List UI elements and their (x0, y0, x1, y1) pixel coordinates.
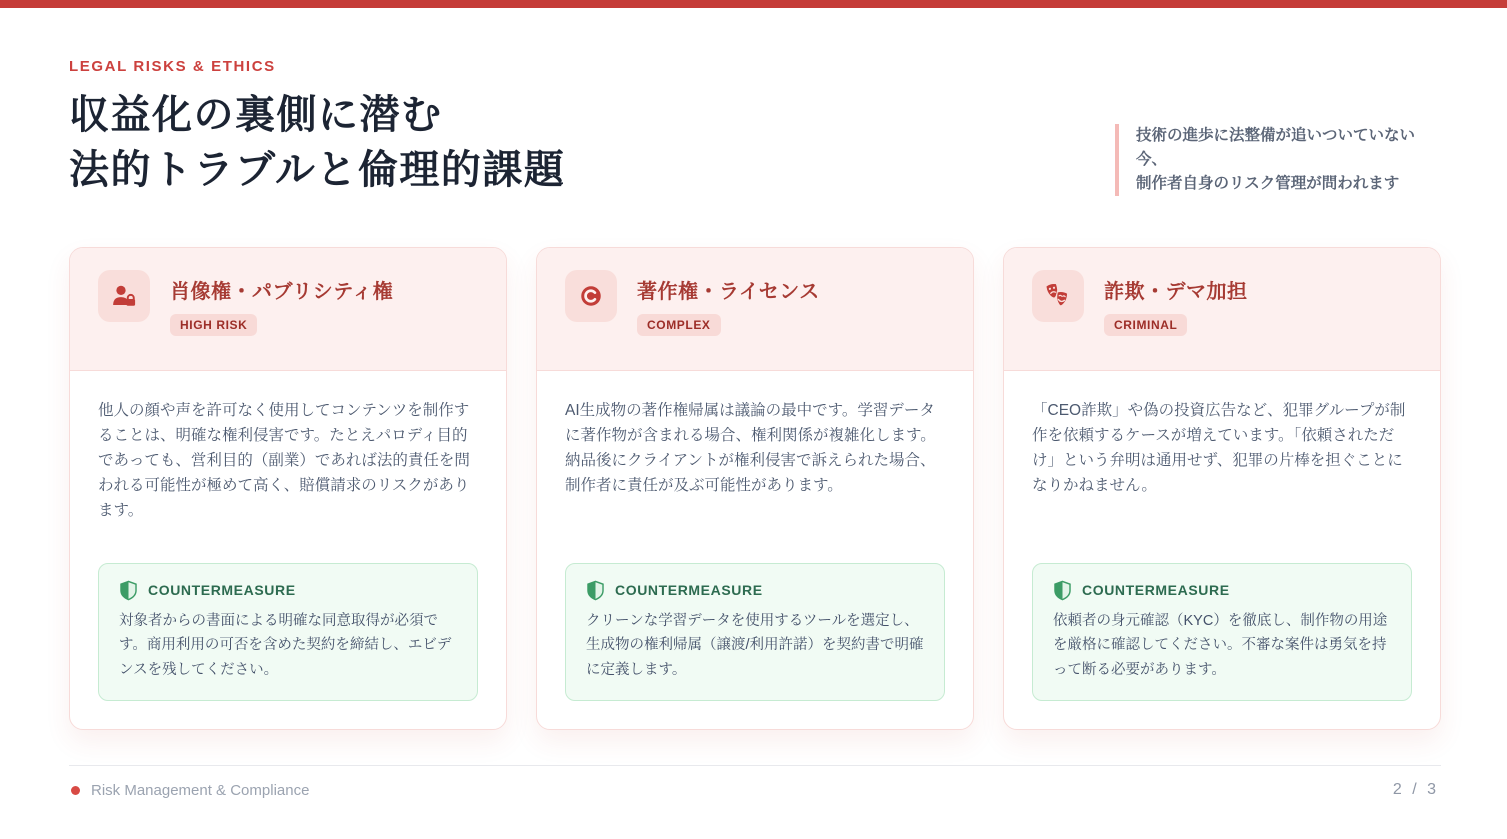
side-note-line1: 技術の進歩に法整備が追いついていない今、 (1136, 127, 1416, 168)
footer-left (71, 782, 309, 799)
countermeasure-label: COUNTERMEASURE (615, 582, 763, 598)
countermeasure-label: COUNTERMEASURE (148, 582, 296, 598)
card-title: 著作権・ライセンス (637, 281, 820, 303)
header-row (69, 58, 1441, 198)
card-title: 肖像権・パブリシティ権 (170, 281, 394, 303)
card-body (70, 371, 506, 729)
countermeasure-text: 依頼者の身元確認（KYC）を徹底し、制作物の用途を厳格に確認してください。不審な案件は勇気を持って断る必要があります。 (1053, 612, 1388, 678)
risk-card-fraud (1003, 247, 1441, 730)
countermeasure-label: COUNTERMEASURE (1082, 582, 1230, 598)
risk-cards-row (69, 247, 1441, 730)
header-left (69, 58, 565, 198)
card-description: 他人の顔や声を許可なく使用してコンテンツを制作することは、明確な権利侵害です。たとえパロディ目的であっても、営利目的（副業）であれば法的責任を問われる可能性が極めて高く、賠償請求のリスクがあります。 (98, 402, 470, 519)
side-note-line2: 制作者自身のリスク管理が問われます (1136, 175, 1400, 192)
page-number: 2 / 3 (1392, 781, 1439, 798)
countermeasure-box (1032, 563, 1412, 702)
risk-badge: COMPLEX (637, 314, 721, 336)
slide (0, 8, 1507, 799)
masks-icon (1032, 270, 1084, 322)
shield-icon (119, 580, 138, 601)
card-header-text (170, 270, 393, 336)
countermeasure-header (586, 580, 924, 601)
countermeasure-box (565, 563, 945, 702)
card-header (70, 248, 506, 371)
risk-badge: HIGH RISK (170, 314, 257, 336)
copyright-icon (565, 270, 617, 322)
footer (69, 766, 1441, 799)
footer-dot-icon (71, 786, 80, 795)
card-title: 詐欺・デマ加担 (1104, 281, 1248, 303)
countermeasure-header (119, 580, 457, 601)
countermeasure-text: クリーンな学習データを使用するツールを選定し、生成物の権利帰属（譲渡/利用許諾）を契約書で明確に定義します。 (586, 612, 924, 678)
card-body (1004, 371, 1440, 729)
footer-label: Risk Management & Compliance (91, 781, 310, 799)
shield-icon (586, 580, 605, 601)
shield-icon (1053, 580, 1072, 601)
card-body (537, 371, 973, 729)
side-note (1115, 124, 1441, 196)
countermeasure-box (98, 563, 478, 702)
risk-card-copyright (536, 247, 974, 730)
top-accent-bar (0, 0, 1507, 8)
countermeasure-header (1053, 580, 1391, 601)
card-description: 「CEO詐欺」や偽の投資広告など、犯罪グループが制作を依頼するケースが増えています。「依頼されただけ」という弁明は通用せず、犯罪の片棒を担ぐことになりかねません。 (1032, 402, 1406, 494)
eyebrow-label: LEGAL RISKS & ETHICS (69, 58, 276, 75)
page-title (69, 88, 565, 198)
person-lock-icon (98, 270, 150, 322)
countermeasure-text: 対象者からの書面による明確な同意取得が必須です。商用利用の可否を含めた契約を締結し、エビデンスを残してください。 (119, 612, 452, 678)
page-title-line1: 収益化の裏側に潜む (69, 93, 443, 137)
risk-badge: CRIMINAL (1104, 314, 1187, 336)
card-header-text (637, 270, 820, 336)
card-header-text (1104, 270, 1248, 336)
card-description: AI生成物の著作権帰属は議論の最中です。学習データに著作物が含まれる場合、権利関係が複雑化します。納品後にクライアントが権利侵害で訴えられた場合、制作者に責任が及ぶ可能性があります。 (565, 402, 936, 494)
card-header (537, 248, 973, 371)
card-header (1004, 248, 1440, 371)
risk-card-portrait-rights (69, 247, 507, 730)
page-title-line2: 法的トラブルと倫理的課題 (69, 148, 566, 192)
